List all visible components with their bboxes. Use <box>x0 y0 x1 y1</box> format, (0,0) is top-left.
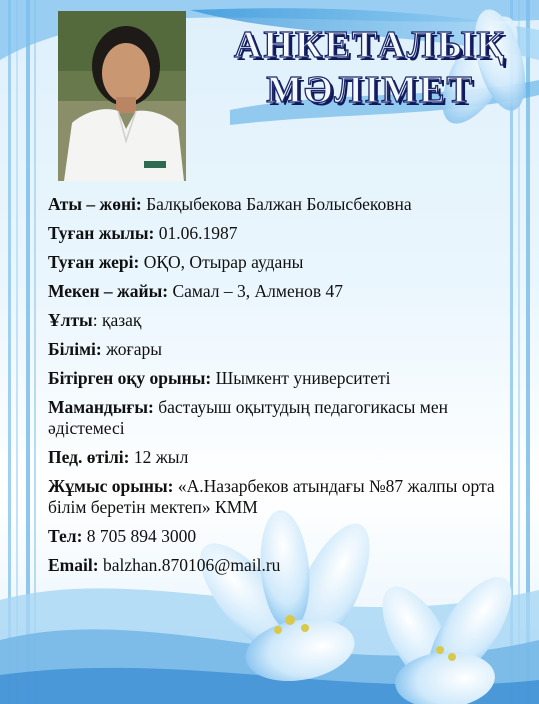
field-email <box>48 555 518 576</box>
field-value: balzhan.870106@mail.ru <box>98 555 281 575</box>
field-label: Бітірген оқу орыны: <box>48 368 212 388</box>
title-line-1: АНКЕТАЛЫҚ <box>234 24 506 66</box>
field-value: «А.Назарбеков атындағы №87 жалпы орта білім беретін мектеп» КММ <box>48 476 495 517</box>
field-nationality <box>48 310 518 331</box>
field-value: бастауыш оқытудың педагогикасы мен әдістемесі <box>48 397 448 438</box>
field-address <box>48 281 518 302</box>
field-value: Балқыбекова Балжан Болысбековна <box>141 194 412 214</box>
field-education <box>48 339 518 360</box>
field-label: Мекен – жайы: <box>48 281 169 301</box>
field-value: Самал – 3, Алменов 47 <box>168 281 343 301</box>
field-label: Email: <box>48 555 99 575</box>
field-label: Туған жылы: <box>48 223 155 243</box>
field-label: Жұмыс орыны: <box>48 476 174 496</box>
field-label: Пед. өтілі: <box>48 447 130 467</box>
title-line-2: МӘЛІМЕТ <box>266 69 474 111</box>
field-label: Туған жері: <box>48 252 140 272</box>
profile-photo <box>58 11 186 181</box>
field-label: Ұлты <box>48 310 93 330</box>
field-label: Білімі: <box>48 339 102 359</box>
field-value: 12 жыл <box>129 447 189 467</box>
profile-info <box>48 194 518 584</box>
field-label: Тел: <box>48 526 83 546</box>
field-birth-place <box>48 252 518 273</box>
field-phone <box>48 526 518 547</box>
field-birth-year <box>48 223 518 244</box>
field-label: Аты – жөні: <box>48 194 142 214</box>
field-value: 8 705 894 3000 <box>82 526 197 546</box>
field-value: Шымкент университеті <box>211 368 391 388</box>
page-title <box>220 22 520 112</box>
field-specialty <box>48 397 518 439</box>
field-full-name <box>48 194 518 215</box>
field-value: 01.06.1987 <box>154 223 238 243</box>
field-label: Мамандығы: <box>48 397 154 417</box>
field-workplace <box>48 476 518 518</box>
field-experience <box>48 447 518 468</box>
field-value: ОҚО, Отырар ауданы <box>139 252 304 272</box>
field-graduated-from <box>48 368 518 389</box>
field-value: : қазақ <box>92 310 142 330</box>
field-value: жоғары <box>101 339 162 359</box>
